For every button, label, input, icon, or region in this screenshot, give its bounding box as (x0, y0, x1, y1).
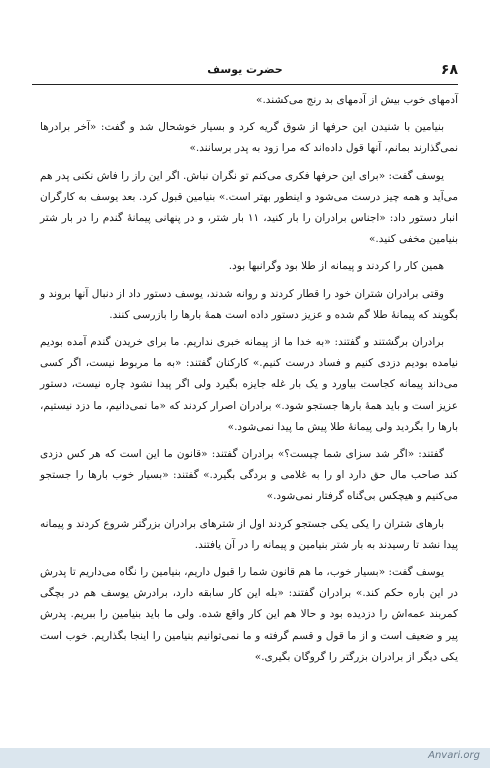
paragraph: بنیامین با شنیدن این حرفها از شوق گریه کرد و بسیار خوشحال شد و گفت: «آخر برادرها نمی‌گذارند بمانم، آنها قول داده‌اند که مرا زود به پدر برسانند.» (40, 121, 458, 155)
page-body (40, 90, 458, 674)
paragraph: آدمهای خوب بیش از آدمهای بد رنج می‌کشند.» (256, 94, 458, 106)
running-title: حضرت یوسف (207, 63, 283, 76)
paragraph: یوسف گفت: «برای این حرفها فکری می‌کنم تو نگران نباش. اگر این راز را فاش نکنی پدر هم می‌آید و همه چیز درست می‌شود و اینطور بهتر است.» بنیامین قبول کرد. بعد یوسف به کارگران انبار دستور داد: «اجناس برادران را بار کنید، ۱۱ بار شتر، و در پنهانی پیمانهٔ گندم را در بار شتر بنیامین مخفی کنید.» (40, 169, 458, 246)
paragraph: یوسف گفت: «بسیار خوب، ما هم قانون شما را قبول داریم، بنیامین را نگاه می‌داریم تا پدرش در این باره حکم کند.» برادران گفتند: «بله این کار سابقه دارد، برادرش یوسف هم در بچگی کمربند عمه‌اش را دزدیده بود و حالا هم این کار واقع شده. ولی ما باید بنیامین را ببریم. پدرش پیر و ضعیف است و از ما قول و قسم گرفته و ما نمی‌توانیم بنیامین را اینجا بگذاریم. خوب است یکی دیگر از برادران بزرگتر را گروگان بگیری.» (40, 566, 458, 663)
footer-bar (0, 748, 490, 768)
page-number: ۶۸ (440, 62, 458, 78)
header-rule (32, 84, 458, 85)
paragraph: بارهای شتران را یکی یکی جستجو کردند اول از شترهای برادران بزرگتر شروع کردند و پیمانه پیدا نشد تا رسیدند به بار شتر بنیامین و پیمانه را در آن یافتند. (40, 517, 458, 551)
page-header (32, 62, 458, 80)
site-watermark: Anvari.org (428, 750, 480, 761)
paragraph: همین کار را کردند و پیمانه از طلا بود وگرانبها بود. (228, 260, 444, 273)
paragraph: گفتند: «اگر شد سزای شما چیست؟» برادران گفتند: «قانون ما این است که هر کس دزدی کند صاحب مال حق دارد او را به غلامی و بردگی بگیرد.» گفتند: «بسیار خوب بارها را جستجو می‌کنیم و هیچکس بی‌گناه گرفتار نمی‌شود.» (40, 448, 458, 503)
paragraph: وقتی برادران شتران خود را قطار کردند و روانه شدند، یوسف دستور داد از دنبال آنها بروند و بگویند که پیمانهٔ طلا گم شده و عزیز دستور داده است همهٔ بارها را بازرسی کنند. (40, 287, 458, 321)
paragraph: برادران برگشتند و گفتند: «به خدا ما از پیمانه خبری نداریم. ما برای خریدن گندم آمده بودیم نیامده بودیم دزدی کنیم و فساد درست کنیم.» کارکنان گفتند: «به ما مربوط نیست، اگر کسی می‌داند پیمانه کجاست بیاورد و یک بار غله جایزه بگیرد ولی اگر پیدا نشود چاره نیست، دستور عزیز است و باید همهٔ بارها جستجو شود.» برادران اصرار کردند که «ما نمی‌دانیم، ما دزد نیستیم، بارها را بگردید ولی پیمانهٔ طلا پیش ما پیدا نمی‌شود.» (40, 336, 458, 433)
